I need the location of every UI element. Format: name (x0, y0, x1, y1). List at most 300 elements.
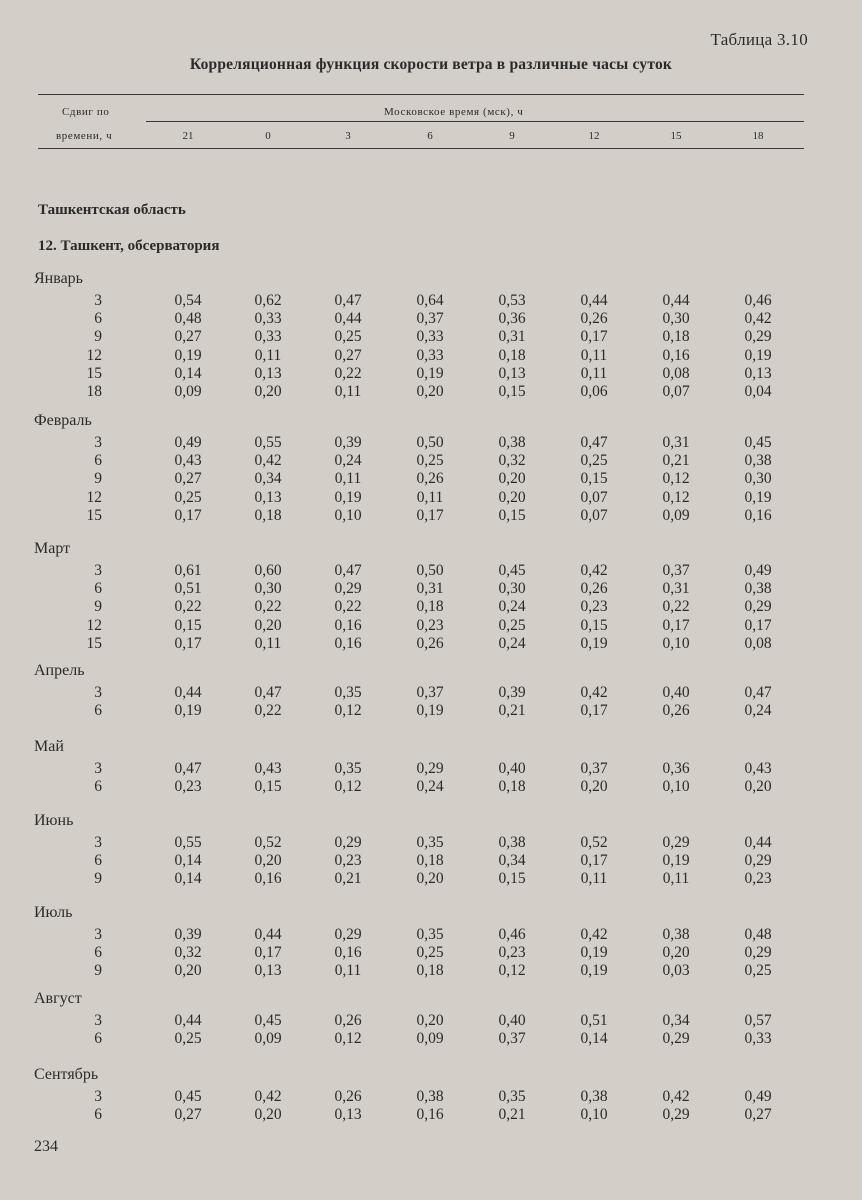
table-cell: 0,39 (334, 434, 362, 451)
table-cell: 0,47 (744, 684, 772, 701)
table-cell: 0,19 (174, 346, 202, 364)
table-cell: 0,16 (254, 870, 282, 888)
shift-value: 3 (94, 834, 102, 851)
table-cell: 0,29 (744, 852, 772, 870)
shift-value: 6 (94, 944, 102, 962)
table-cell: 0,44 (254, 926, 282, 943)
shift-value: 6 (94, 778, 102, 796)
table-cell: 0,34 (662, 1012, 690, 1029)
shift-value: 3 (94, 760, 102, 777)
shift-value: 6 (94, 310, 102, 328)
table-cell: 0,23 (334, 852, 362, 870)
table-cell: 0,17 (580, 852, 608, 870)
shift-value: 6 (94, 452, 102, 470)
table-cell: 0,17 (744, 616, 772, 634)
table-cell: 0,29 (744, 328, 772, 346)
table-cell: 0,34 (498, 852, 526, 870)
table-cell: 0,12 (662, 488, 690, 506)
table-row (0, 310, 862, 328)
shift-value: 15 (86, 634, 102, 652)
table-cell: 0,52 (254, 834, 282, 851)
table-cell: 0,16 (334, 944, 362, 962)
table-cell: 0,33 (254, 310, 282, 328)
table-cell: 0,22 (254, 598, 282, 616)
table-cell: 0,17 (174, 506, 202, 524)
month-heading: Август (34, 990, 82, 1007)
table-row (0, 684, 862, 702)
table-cell: 0,12 (498, 962, 526, 980)
table-cell: 0,26 (580, 580, 608, 598)
table-cell: 0,35 (334, 684, 362, 701)
table-cell: 0,38 (744, 580, 772, 598)
table-cell: 0,42 (744, 310, 772, 328)
table-cell: 0,27 (334, 346, 362, 364)
table-cell: 0,26 (580, 310, 608, 328)
table-cell: 0,48 (174, 310, 202, 328)
table-cell: 0,27 (174, 470, 202, 488)
table-cell: 0,48 (744, 926, 772, 943)
table-cell: 0,53 (498, 292, 526, 309)
table-cell: 0,31 (662, 580, 690, 598)
table-cell: 0,19 (580, 944, 608, 962)
table-cell: 0,29 (662, 1030, 690, 1048)
table-cell: 0,14 (580, 1030, 608, 1048)
table-cell: 0,25 (744, 962, 772, 980)
table-cell: 0,50 (416, 562, 444, 579)
table-number: Таблица 3.10 (710, 30, 808, 49)
table-cell: 0,11 (662, 870, 690, 888)
table-cell: 0,51 (174, 580, 202, 598)
table-cell: 0,45 (174, 1088, 202, 1105)
table-cell: 0,45 (744, 434, 772, 451)
table-cell: 0,15 (580, 470, 608, 488)
table-cell: 0,44 (174, 684, 202, 701)
table-cell: 0,10 (662, 778, 690, 796)
table-row (0, 347, 862, 365)
table-cell: 0,39 (498, 684, 526, 701)
table-row (0, 870, 862, 888)
shift-value: 3 (94, 684, 102, 701)
table-cell: 0,37 (416, 310, 444, 328)
shift-value: 15 (86, 364, 102, 382)
table-cell: 0,20 (580, 778, 608, 796)
table-cell: 0,18 (416, 852, 444, 870)
table-cell: 0,23 (416, 616, 444, 634)
table-cell: 0,27 (174, 328, 202, 346)
table-cell: 0,11 (580, 364, 608, 382)
table-row (0, 1030, 862, 1048)
column-header: 21 (182, 130, 194, 142)
table-cell: 0,09 (254, 1030, 282, 1048)
table-cell: 0,38 (662, 926, 690, 943)
table-cell: 0,13 (254, 364, 282, 382)
table-cell: 0,24 (498, 634, 526, 652)
table-row (0, 760, 862, 778)
table-cell: 0,49 (744, 1088, 772, 1105)
shift-value: 3 (94, 434, 102, 451)
shift-value: 6 (94, 1030, 102, 1048)
table-cell: 0,19 (416, 364, 444, 382)
table-cell: 0,18 (416, 598, 444, 616)
table-cell: 0,20 (498, 470, 526, 488)
table-cell: 0,29 (744, 598, 772, 616)
table-cell: 0,55 (174, 834, 202, 851)
header-mid-rule (146, 121, 804, 122)
table-cell: 0,44 (174, 1012, 202, 1029)
table-cell: 0,30 (662, 310, 690, 328)
table-row (0, 598, 862, 616)
table-cell: 0,13 (744, 364, 772, 382)
table-cell: 0,30 (744, 470, 772, 488)
column-header: 6 (427, 130, 433, 142)
table-cell: 0,07 (580, 506, 608, 524)
table-row (0, 617, 862, 635)
shift-value: 9 (94, 598, 102, 616)
table-cell: 0,52 (580, 834, 608, 851)
table-cell: 0,35 (416, 834, 444, 851)
table-row (0, 1088, 862, 1106)
table-cell: 0,22 (662, 598, 690, 616)
table-cell: 0,49 (744, 562, 772, 579)
table-cell: 0,42 (254, 1088, 282, 1105)
table-row (0, 434, 862, 452)
table-cell: 0,17 (580, 702, 608, 720)
table-cell: 0,45 (254, 1012, 282, 1029)
table-cell: 0,10 (334, 506, 362, 524)
table-cell: 0,19 (580, 634, 608, 652)
table-cell: 0,26 (334, 1088, 362, 1105)
table-cell: 0,20 (416, 1012, 444, 1029)
table-cell: 0,34 (254, 470, 282, 488)
table-cell: 0,37 (662, 562, 690, 579)
table-cell: 0,25 (498, 616, 526, 634)
table-row (0, 507, 862, 525)
table-cell: 0,35 (498, 1088, 526, 1105)
shift-label-line2: времени, ч (56, 130, 113, 142)
table-cell: 0,20 (416, 383, 444, 400)
table-cell: 0,17 (416, 506, 444, 524)
table-cell: 0,25 (580, 452, 608, 470)
table-cell: 0,47 (334, 562, 362, 579)
header-bottom-rule (38, 148, 804, 149)
table-cell: 0,11 (334, 383, 362, 400)
table-cell: 0,20 (254, 383, 282, 400)
table-cell: 0,11 (254, 634, 282, 652)
table-cell: 0,15 (254, 778, 282, 796)
shift-value: 12 (86, 616, 102, 634)
table-cell: 0,20 (662, 944, 690, 962)
table-row (0, 580, 862, 598)
table-cell: 0,32 (174, 944, 202, 962)
month-heading: Июнь (34, 812, 74, 829)
table-cell: 0,42 (580, 684, 608, 701)
table-cell: 0,06 (580, 383, 608, 400)
table-cell: 0,27 (744, 1106, 772, 1124)
table-cell: 0,19 (662, 852, 690, 870)
shift-value: 12 (86, 488, 102, 506)
table-cell: 0,35 (334, 760, 362, 777)
shift-label-line1: Сдвиг по (62, 106, 110, 118)
table-cell: 0,25 (174, 1030, 202, 1048)
table-cell: 0,46 (498, 926, 526, 943)
table-cell: 0,38 (498, 834, 526, 851)
table-cell: 0,42 (580, 926, 608, 943)
table-row (0, 926, 862, 944)
table-row (0, 962, 862, 980)
table-cell: 0,42 (254, 452, 282, 470)
table-cell: 0,23 (498, 944, 526, 962)
table-cell: 0,25 (416, 452, 444, 470)
table-cell: 0,18 (498, 778, 526, 796)
table-cell: 0,27 (174, 1106, 202, 1124)
table-cell: 0,10 (580, 1106, 608, 1124)
table-cell: 0,21 (498, 702, 526, 720)
table-row (0, 1106, 862, 1124)
table-cell: 0,03 (662, 962, 690, 980)
table-cell: 0,47 (580, 434, 608, 451)
table-cell: 0,25 (416, 944, 444, 962)
table-cell: 0,49 (174, 434, 202, 451)
table-cell: 0,37 (416, 684, 444, 701)
shift-value: 6 (94, 1106, 102, 1124)
shift-value: 6 (94, 852, 102, 870)
shift-value: 9 (94, 870, 102, 888)
table-cell: 0,08 (662, 364, 690, 382)
shift-value: 6 (94, 702, 102, 720)
table-cell: 0,12 (334, 1030, 362, 1048)
table-cell: 0,46 (744, 292, 772, 309)
table-cell: 0,07 (580, 488, 608, 506)
shift-value: 18 (86, 383, 102, 400)
table-cell: 0,15 (174, 616, 202, 634)
shift-value: 3 (94, 1012, 102, 1029)
table-cell: 0,26 (416, 470, 444, 488)
column-header: 15 (670, 130, 682, 142)
table-cell: 0,15 (580, 616, 608, 634)
table-cell: 0,61 (174, 562, 202, 579)
table-cell: 0,20 (744, 778, 772, 796)
header-top-rule (38, 94, 804, 95)
table-cell: 0,15 (498, 383, 526, 400)
table-cell: 0,13 (498, 364, 526, 382)
table-cell: 0,39 (174, 926, 202, 943)
table-cell: 0,36 (662, 760, 690, 777)
table-row (0, 489, 862, 507)
table-cell: 0,31 (416, 580, 444, 598)
table-cell: 0,43 (174, 452, 202, 470)
table-cell: 0,14 (174, 364, 202, 382)
table-cell: 0,47 (174, 760, 202, 777)
table-cell: 0,23 (744, 870, 772, 888)
table-cell: 0,29 (416, 760, 444, 777)
table-cell: 0,44 (744, 834, 772, 851)
table-cell: 0,44 (334, 310, 362, 328)
station-heading: 12. Ташкент, обсерватория (38, 238, 220, 254)
table-cell: 0,08 (744, 634, 772, 652)
table-cell: 0,23 (580, 598, 608, 616)
table-cell: 0,14 (174, 852, 202, 870)
table-cell: 0,47 (334, 292, 362, 309)
table-row (0, 702, 862, 720)
shift-value: 9 (94, 470, 102, 488)
table-cell: 0,29 (334, 834, 362, 851)
table-cell: 0,37 (580, 760, 608, 777)
month-heading: Январь (34, 270, 83, 287)
table-cell: 0,26 (662, 702, 690, 720)
table-row (0, 635, 862, 653)
table-cell: 0,26 (416, 634, 444, 652)
table-cell: 0,15 (498, 870, 526, 888)
table-cell: 0,16 (334, 616, 362, 634)
table-cell: 0,30 (254, 580, 282, 598)
table-cell: 0,09 (416, 1030, 444, 1048)
table-cell: 0,11 (334, 962, 362, 980)
table-cell: 0,38 (580, 1088, 608, 1105)
table-cell: 0,19 (744, 346, 772, 364)
table-cell: 0,21 (334, 870, 362, 888)
table-cell: 0,11 (334, 470, 362, 488)
table-cell: 0,55 (254, 434, 282, 451)
table-cell: 0,57 (744, 1012, 772, 1029)
table-cell: 0,17 (174, 634, 202, 652)
month-heading: Апрель (34, 662, 85, 679)
table-cell: 0,19 (416, 702, 444, 720)
table-cell: 0,11 (580, 870, 608, 888)
table-cell: 0,40 (498, 1012, 526, 1029)
shift-value: 3 (94, 926, 102, 943)
table-cell: 0,09 (174, 383, 202, 400)
table-cell: 0,26 (334, 1012, 362, 1029)
table-cell: 0,44 (662, 292, 690, 309)
table-cell: 0,17 (662, 616, 690, 634)
shift-value: 9 (94, 328, 102, 346)
shift-value: 3 (94, 562, 102, 579)
table-cell: 0,38 (498, 434, 526, 451)
table-row (0, 365, 862, 383)
table-cell: 0,13 (254, 962, 282, 980)
table-row (0, 562, 862, 580)
table-cell: 0,13 (254, 488, 282, 506)
table-cell: 0,20 (174, 962, 202, 980)
table-cell: 0,18 (254, 506, 282, 524)
table-cell: 0,11 (416, 488, 444, 506)
table-cell: 0,17 (254, 944, 282, 962)
time-label: Московское время (мск), ч (384, 106, 524, 118)
table-cell: 0,47 (254, 684, 282, 701)
table-cell: 0,09 (662, 506, 690, 524)
table-cell: 0,19 (580, 962, 608, 980)
month-heading: Сентябрь (34, 1066, 99, 1083)
table-cell: 0,12 (662, 470, 690, 488)
table-cell: 0,20 (498, 488, 526, 506)
table-cell: 0,15 (498, 506, 526, 524)
month-heading: Февраль (34, 412, 92, 429)
table-cell: 0,20 (254, 852, 282, 870)
table-row (0, 470, 862, 488)
table-cell: 0,40 (498, 760, 526, 777)
table-cell: 0,50 (416, 434, 444, 451)
table-cell: 0,29 (744, 944, 772, 962)
table-cell: 0,44 (580, 292, 608, 309)
table-row (0, 328, 862, 346)
table-cell: 0,24 (498, 598, 526, 616)
table-cell: 0,38 (744, 452, 772, 470)
table-cell: 0,16 (744, 506, 772, 524)
table-cell: 0,29 (334, 580, 362, 598)
table-cell: 0,60 (254, 562, 282, 579)
table-cell: 0,42 (662, 1088, 690, 1105)
table-cell: 0,07 (662, 383, 690, 400)
month-heading: Май (34, 738, 64, 755)
table-cell: 0,10 (662, 634, 690, 652)
table-cell: 0,33 (416, 346, 444, 364)
table-cell: 0,20 (416, 870, 444, 888)
column-header: 12 (588, 130, 600, 142)
table-cell: 0,33 (416, 328, 444, 346)
table-cell: 0,21 (662, 452, 690, 470)
table-cell: 0,29 (662, 1106, 690, 1124)
table-cell: 0,11 (254, 346, 282, 364)
table-cell: 0,43 (254, 760, 282, 777)
table-cell: 0,23 (174, 778, 202, 796)
table-cell: 0,35 (416, 926, 444, 943)
table-cell: 0,25 (174, 488, 202, 506)
table-cell: 0,42 (580, 562, 608, 579)
table-cell: 0,33 (254, 328, 282, 346)
table-cell: 0,43 (744, 760, 772, 777)
table-cell: 0,14 (174, 870, 202, 888)
column-header: 9 (509, 130, 515, 142)
table-cell: 0,25 (334, 328, 362, 346)
table-cell: 0,13 (334, 1106, 362, 1124)
table-cell: 0,36 (498, 310, 526, 328)
table-cell: 0,22 (174, 598, 202, 616)
table-cell: 0,20 (254, 616, 282, 634)
table-cell: 0,32 (498, 452, 526, 470)
table-cell: 0,31 (662, 434, 690, 451)
shift-value: 6 (94, 580, 102, 598)
table-row (0, 383, 862, 401)
table-row (0, 834, 862, 852)
table-cell: 0,04 (744, 383, 772, 400)
table-cell: 0,19 (744, 488, 772, 506)
table-cell: 0,30 (498, 580, 526, 598)
table-cell: 0,19 (174, 702, 202, 720)
table-cell: 0,21 (498, 1106, 526, 1124)
table-cell: 0,33 (744, 1030, 772, 1048)
shift-value: 15 (86, 506, 102, 524)
table-cell: 0,31 (498, 328, 526, 346)
table-row (0, 778, 862, 796)
shift-value: 12 (86, 346, 102, 364)
table-cell: 0,18 (416, 962, 444, 980)
table-cell: 0,24 (416, 778, 444, 796)
table-cell: 0,24 (334, 452, 362, 470)
table-cell: 0,40 (662, 684, 690, 701)
column-header: 3 (345, 130, 351, 142)
table-row (0, 292, 862, 310)
table-row (0, 944, 862, 962)
table-row (0, 1012, 862, 1030)
table-cell: 0,18 (498, 346, 526, 364)
region-heading: Ташкентская область (38, 202, 186, 218)
table-cell: 0,11 (580, 346, 608, 364)
month-heading: Июль (34, 904, 73, 921)
shift-value: 9 (94, 962, 102, 980)
table-cell: 0,54 (174, 292, 202, 309)
table-cell: 0,16 (334, 634, 362, 652)
shift-value: 3 (94, 292, 102, 309)
